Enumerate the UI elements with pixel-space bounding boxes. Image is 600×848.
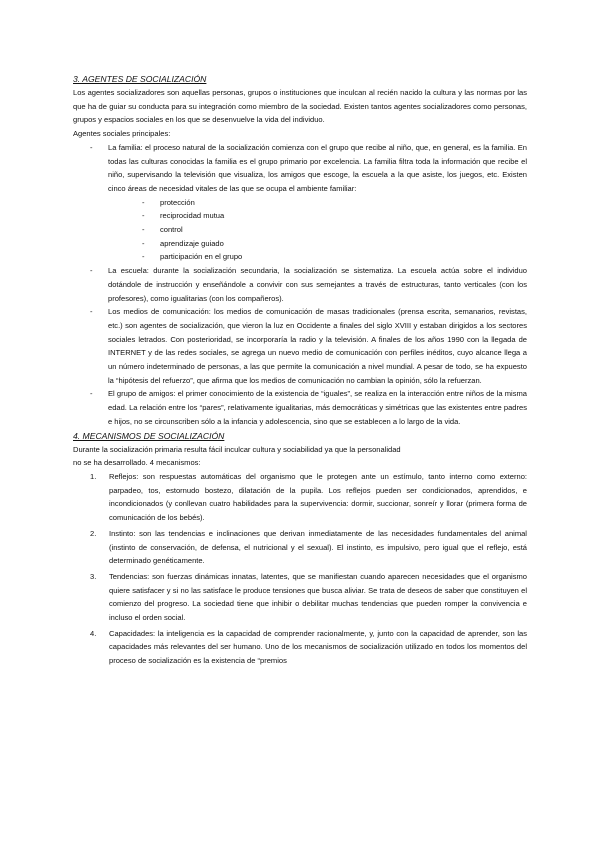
family-area-item: - protección: [108, 196, 527, 210]
section-4-heading: 4. MECANISMOS DE SOCIALIZACIÓN: [73, 430, 225, 441]
document-page: [73, 72, 527, 670]
mechanism-item: [73, 570, 527, 625]
mechanism-number: 2.: [90, 528, 97, 538]
mechanism-item: [73, 527, 527, 568]
agent-school: - La escuela: durante la socialización secundaria, la socialización se sistematiza. La escuela actúa sobre el individuo dotándole de instrucción y enseñándole a convivir con sus semejantes a través de estructuras, tanto verticales (con los profesores), como igualitarias (con los compañeros).: [73, 264, 527, 305]
section-3-intro: Los agentes socializadores son aquellas personas, grupos o instituciones que inculcan al recién nacido la cultura y las normas por las que ha de guiar su conducta para su integración como miembro de la sociedad. Existen tantos agentes socializadores como personas, grupos y espacios sociales en los que se desenvuelve la vida del individuo.: [73, 88, 527, 125]
mechanism-text: Instinto: son las tendencias e inclinaciones que derivan inmediatamente de las necesidades fundamentales del animal (instinto de conservación, de defensa, el nutricional y el sexual). El instinto, es impulsivo, pero igual que el reflejo, está determinado genéticamente.: [109, 528, 527, 566]
mechanism-number: 4.: [90, 628, 97, 638]
agents-list: [73, 141, 527, 429]
mechanism-item: [73, 627, 527, 668]
mechanism-number: 3.: [90, 571, 97, 581]
agent-friends: - El grupo de amigos: el primer conocimiento de la existencia de “iguales”, se realiza en la interacción entre niños de la misma edad. La relación entre los “pares”, relativamente igualitarias, más democráticas y simétricas que las existentes entre padres e hijos, no se circunscriben sólo a la infancia y adolescencia, sino que se establecen a lo largo de la vida.: [73, 387, 527, 428]
agent-media: - Los medios de comunicación: los medios de comunicación de masas tradicionales (prensa escrita, semanarios, revistas, etc.) son agentes de socialización, que vieron la luz en Occidente a finales del siglo XVIII y estaban dirigidos a los sectores sociales letrados. Con posterioridad, se incorporaría la radio y la televisión. A finales de los años 1990 con la llegada de INTERNET y de las redes sociales, se agrega un nuevo medio de comunicación con perfiles inéditos, cuyo alcance llega a un número indeterminado de personas, a las que permite la comunicación a nivel mundial. A pesar de todo, se ha expuesto la “hipótesis del refuerzo”, que afirma que los medios de comunicación no cambian la opinión, sólo la refuerzan.: [73, 305, 527, 387]
mechanisms-list: [73, 470, 527, 668]
agent-family-text: La familia: el proceso natural de la socialización comienza con el grupo que recibe al niño, que, en general, es la familia. En todas las culturas conocidas la familia es el grupo primario por excelencia. La familia filtra toda la información que recibe el niño, supervisando la televisión que visualiza, los amigos que escoge, la escuela a la que asiste, los juegos, etc. Existen cinco áreas de necesidad vitales de las que se ocupa el ambiente familiar:: [108, 142, 527, 193]
family-area-item: - reciprocidad mutua: [108, 209, 527, 223]
mechanism-number: 1.: [90, 471, 97, 481]
section-3-heading: 3. AGENTES DE SOCIALIZACIÓN: [73, 74, 207, 84]
mechanism-text: Reflejos: son respuestas automáticas del organismo que le protegen ante un estímulo, tanto interno como externo: parpadeo, tos, estornudo bostezo, dilatación de la pupila. Los reflejos pueden ser condicionados, aprendidos, e incondicionados (y conllevan cuatro habilidades para la supervivencia: dormir, succionar, sonreír y llorar (primera forma de comunicación de los bebés).: [109, 471, 527, 523]
family-area-item: - aprendizaje guiado: [108, 237, 527, 251]
section-4-intro-line-2: no se ha desarrollado. 4 mecanismos:: [73, 458, 201, 468]
mechanism-item: [73, 470, 527, 525]
agents-label: Agentes sociales principales:: [73, 129, 171, 139]
mechanism-text: Tendencias: son fuerzas dinámicas innatas, latentes, que se manifiestan cuando aparecen necesidades que el organismo quiere satisfacer y si no las satisface le produce tensiones que busca aliviar. Se trata de deseos de saber que constituyen el comienzo del progreso. La sociedad tiene que inhibir o debilitar muchas tendencias que pueden romper la convivencia e incluso el orden social.: [109, 571, 527, 623]
agent-family: [73, 141, 527, 264]
family-areas-list: [108, 196, 527, 265]
mechanism-text: Capacidades: la inteligencia es la capacidad de comprender racionalmente, y, junto con la capacidad de aprender, son las capacidades más relevantes del ser humano. Uno de los mecanismos de socialización utilizado en todos los momentos del proceso de socialización es la existencia de “premios: [109, 628, 527, 666]
family-area-item: - control: [108, 223, 527, 237]
section-4-intro-line-1: Durante la socialización primaria resulta fácil inculcar cultura y sociabilidad ya que la personalidad: [73, 444, 401, 454]
family-area-item: - participación en el grupo: [108, 250, 527, 264]
